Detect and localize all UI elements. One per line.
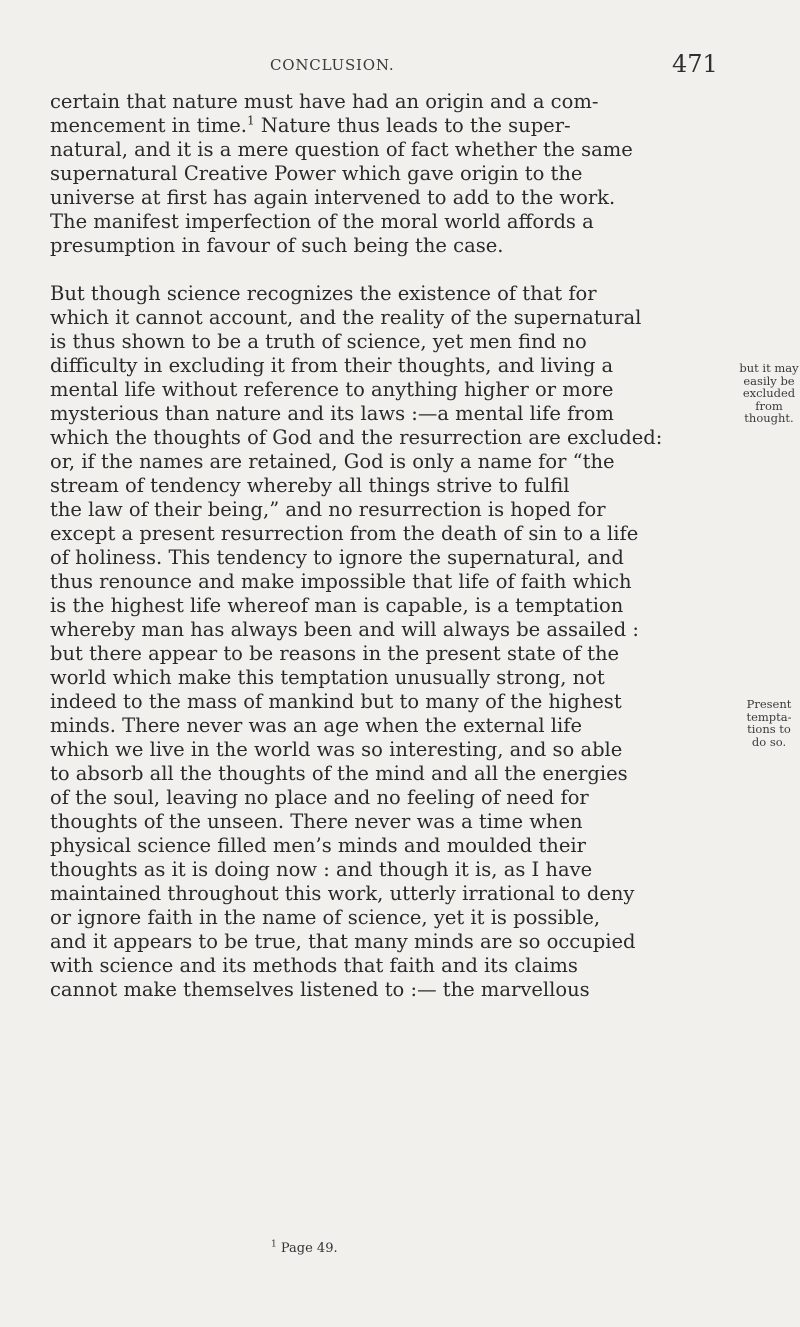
text-line: is thus shown to be a truth of science, yet men find no [50,330,587,353]
text-line: difficulty in excluding it from their thoughts, and living a [50,354,614,377]
text-line: mysterious than nature and its laws :—a mental life from [50,402,614,425]
text-line: which we live in the world was so interesting, and so able [50,738,623,761]
margin-note-line: but it may [739,361,799,375]
text-line: except a present resurrection from the death of sin to a life [50,522,639,545]
text-line: presumption in favour of such being the case. [50,234,504,257]
text-segment: Nature thus leads to the super- [254,114,571,137]
text-line: thus renounce and make impossible that life of faith which [50,570,632,593]
text-line: minds. There never was an age when the external life [50,714,583,737]
text-line: which it cannot account, and the reality of the supernatural [50,306,642,329]
text-line: stream of tendency whereby all things strive to fulfil [50,474,570,497]
margin-note [738,698,800,748]
text-line: The manifest imperfection of the moral world affords a [50,210,594,233]
footnote-text: Page 49. [276,1241,338,1256]
margin-note-line: do so. [751,734,787,749]
margin-note-line: Present [746,697,792,711]
text-line: or ignore faith in the name of science, yet it is possible, [50,906,601,929]
text-line: and it appears to be true, that many minds are so occupied [50,930,636,953]
text-line: supernatural Creative Power which gave origin to the [50,162,583,185]
text-line: whereby man has always been and will always be assailed : [50,618,639,641]
text-segment: mencement in time. [50,114,247,137]
text-line: world which make this temptation unusually strong, not [50,666,605,689]
text-line: But though science recognizes the existence of that for [50,282,597,305]
text-line: thoughts as it is doing now : and though it is, as I have [50,858,593,881]
text-line: is the highest life whereof man is capable, is a temptation [50,594,624,617]
page-header [0,50,800,90]
text-line: of holiness. This tendency to ignore the supernatural, and [50,546,624,569]
page-number: 471 [672,50,718,78]
text-line: which the thoughts of God and the resurrection are excluded: [50,426,663,449]
text-line: physical science filled men’s minds and moulded their [50,834,586,857]
margin-note-line: easily be [743,373,795,388]
running-head: CONCLUSION. [270,56,395,74]
text-line [50,114,730,138]
margin-note-line: excluded [742,386,796,400]
text-line: certain that nature must have had an origin and a com- [50,90,599,113]
text-line: natural, and it is a mere question of fact whether the same [50,138,633,161]
footnote-ref: 1 [246,113,255,128]
body-text [50,90,730,1002]
text-line: cannot make themselves listened to :— the marvellous [50,978,590,1001]
text-line: of the soul, leaving no place and no feeling of need for [50,786,589,809]
text-line: the law of their being,” and no resurrection is hoped for [50,498,606,521]
text-line: to absorb all the thoughts of the mind and all the energies [50,762,628,785]
footnote-marker: 1 [271,1239,277,1250]
text-line: universe at first has again intervened to add to the work. [50,186,616,209]
margin-note-line: tions to [747,722,791,736]
text-line: indeed to the mass of mankind but to many of the highest [50,690,622,713]
margin-note-line: tempta- [746,709,792,724]
footnote [271,1241,338,1256]
margin-note-line: thought. [744,411,794,425]
margin-note-line: from [755,398,783,413]
text-line: maintained throughout this work, utterly irrational to deny [50,882,635,905]
text-line: but there appear to be reasons in the present state of the [50,642,620,665]
margin-note [738,362,800,425]
text-line: with science and its methods that faith and its claims [50,954,578,977]
text-line: thoughts of the unseen. There never was a time when [50,810,583,833]
text-line: mental life without reference to anything higher or more [50,378,614,401]
text-line: or, if the names are retained, God is only a name for “the [50,450,615,473]
